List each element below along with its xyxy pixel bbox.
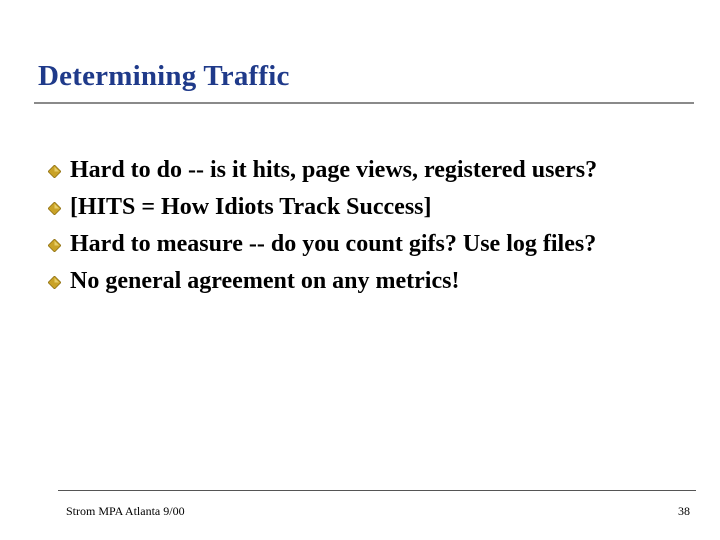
slide-title: Determining Traffic: [38, 60, 290, 92]
bullet-item: [48, 191, 688, 223]
diamond-bullet-icon: [48, 276, 61, 289]
bullet-item: [48, 265, 688, 297]
bullet-text: Hard to measure -- do you count gifs? Use log files?: [70, 231, 597, 257]
bullet-list: [48, 154, 688, 302]
footer-caption: Strom MPA Atlanta 9/00: [66, 504, 185, 518]
diamond-bullet-icon: [48, 165, 61, 178]
diamond-bullet-icon: [48, 202, 61, 215]
bullet-item: [48, 154, 688, 186]
bullet-item: [48, 228, 688, 260]
bullet-text: [HITS = How Idiots Track Success]: [70, 194, 432, 220]
footer-divider: [58, 490, 696, 491]
page-number: 38: [678, 504, 690, 518]
diamond-bullet-icon: [48, 239, 61, 252]
bullet-text: Hard to do -- is it hits, page views, registered users?: [70, 157, 598, 183]
bullet-text: No general agreement on any metrics!: [70, 268, 460, 294]
title-divider: [34, 102, 694, 104]
